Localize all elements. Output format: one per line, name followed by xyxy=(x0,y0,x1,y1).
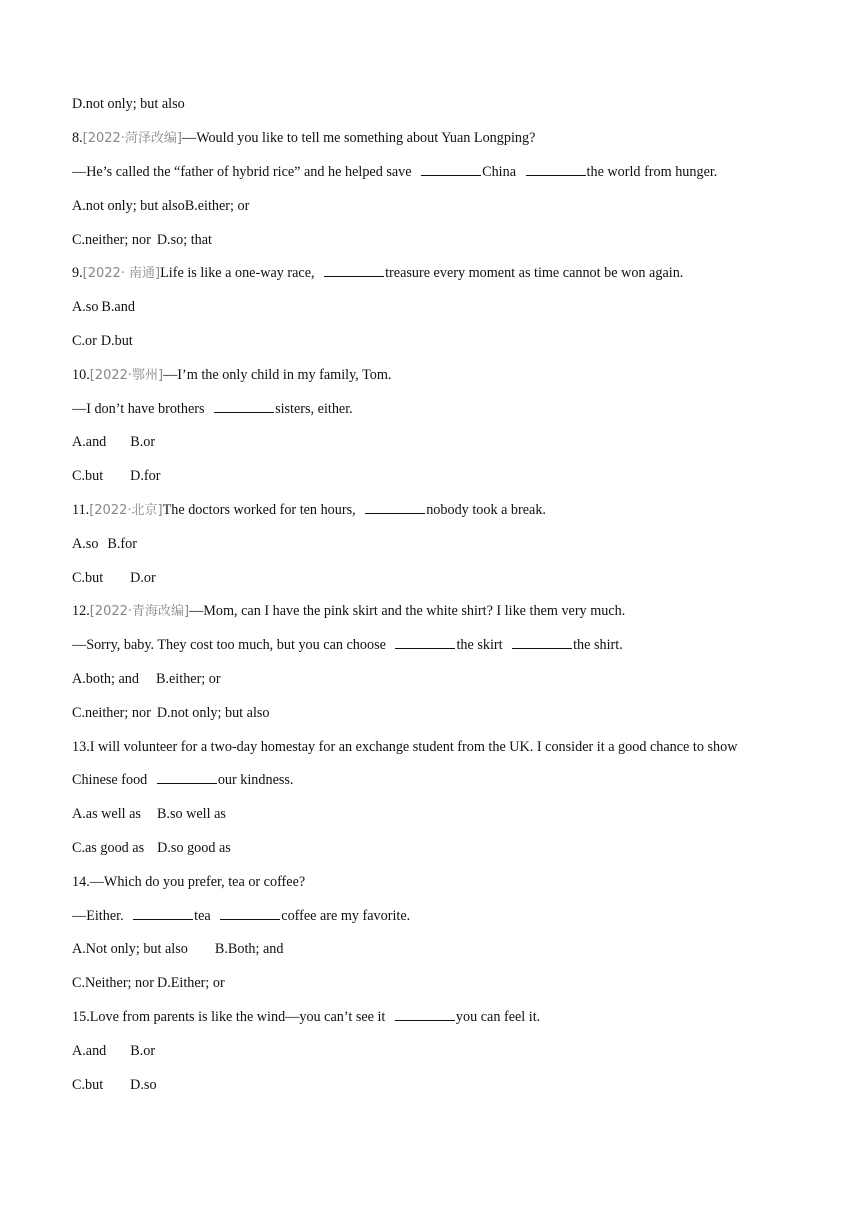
answer-blank[interactable] xyxy=(214,400,274,413)
option-line: A.both; and B.either; or xyxy=(72,671,221,687)
answer-blank[interactable] xyxy=(512,636,572,649)
question-source: [2022·鄂州] xyxy=(89,368,164,383)
option-line: A.not only; but alsoB.either; or xyxy=(72,198,250,214)
question-14: 14.—Which do you prefer, tea or coffee? xyxy=(72,874,306,890)
question-12: 12.[2022·青海改编]—Mom, can I have the pink skirt and the white shirt? I like them very much. xyxy=(72,603,626,619)
question-8: 8.[2022·菏泽改编]—Would you like to tell me something about Yuan Longping? xyxy=(72,130,536,146)
question-line: —Sorry, baby. They cost too much, but you can choose the skirt the shirt. xyxy=(72,637,623,653)
answer-blank[interactable] xyxy=(421,163,481,176)
answer-blank[interactable] xyxy=(324,264,384,277)
question-11: 11.[2022·北京]The doctors worked for ten hours, nobody took a break. xyxy=(72,502,546,518)
answer-blank[interactable] xyxy=(395,1008,455,1021)
option-line: C.as good as D.so good as xyxy=(72,840,231,856)
question-source: [2022·北京] xyxy=(89,503,163,518)
question-line: Chinese food our kindness. xyxy=(72,772,294,788)
option-line: A.and B.or xyxy=(72,1043,156,1059)
option-line: A.Not only; but also B.Both; and xyxy=(72,941,284,957)
answer-blank[interactable] xyxy=(365,501,425,514)
question-line: —I don’t have brothers sisters, either. xyxy=(72,401,353,417)
option-line: C.but D.or xyxy=(72,570,156,586)
question-15: 15.Love from parents is like the wind—you can’t see it you can feel it. xyxy=(72,1009,541,1025)
question-line: —Either. tea coffee are my favorite. xyxy=(72,908,411,924)
question-9: 9.[2022· 南通]Life is like a one-way race, treasure every moment as time cannot be won again. xyxy=(72,265,684,281)
answer-blank[interactable] xyxy=(133,907,193,920)
question-13: 13.I will volunteer for a two-day homestay for an exchange student from the UK. I consider it a good chance to show xyxy=(72,739,738,755)
answer-blank[interactable] xyxy=(157,771,217,784)
option-line: C.but D.so xyxy=(72,1077,157,1093)
answer-blank[interactable] xyxy=(220,907,280,920)
option-line: A.so B.and xyxy=(72,299,135,315)
option-line: A.and B.or xyxy=(72,434,156,450)
option-line: C.Neither; nor D.Either; or xyxy=(72,975,225,991)
answer-blank[interactable] xyxy=(526,163,586,176)
question-line: —He’s called the “father of hybrid rice” and he helped save China the world from hunger. xyxy=(72,164,718,180)
option-line: C.neither; nor D.not only; but also xyxy=(72,705,270,721)
question-source: [2022·青海改编] xyxy=(89,604,190,619)
option-line: C.but D.for xyxy=(72,468,161,484)
question-source: [2022·菏泽改编] xyxy=(82,131,183,146)
option-line: C.or D.but xyxy=(72,333,133,349)
option-line: C.neither; nor D.so; that xyxy=(72,232,212,248)
option-line: D.not only; but also xyxy=(72,96,185,112)
option-line: A.so B.for xyxy=(72,536,137,552)
option-line: A.as well as B.so well as xyxy=(72,806,226,822)
answer-blank[interactable] xyxy=(395,636,455,649)
question-10: 10.[2022·鄂州]—I’m the only child in my family, Tom. xyxy=(72,367,392,383)
question-source: [2022· 南通] xyxy=(82,266,161,281)
